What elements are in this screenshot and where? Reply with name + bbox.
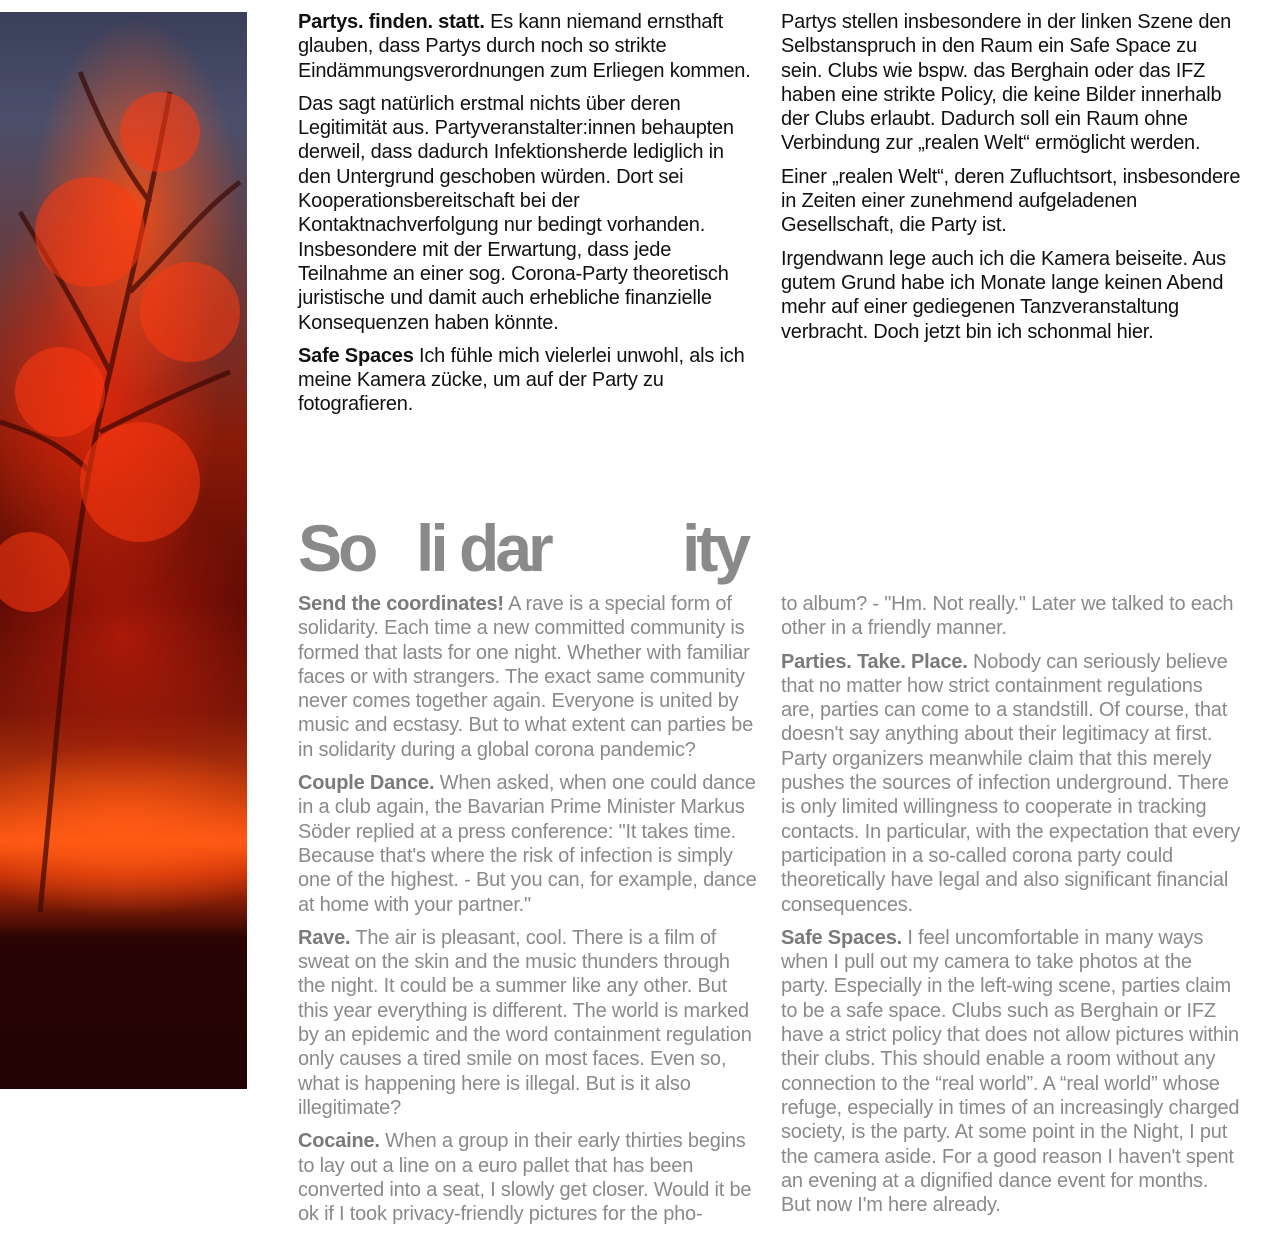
- paragraph-text: When a group in their early thirties begins to lay out a line on a euro pallet that has been converted into a seat, I slowly get closer. Would it be ok if I took privacy-friendly pictures for the pho-: [298, 1130, 752, 1226]
- paragraph-text: to album? - "Hm. Not really." Later we talked to each other in a friendly manner.: [781, 593, 1234, 640]
- red-tree-photo: [0, 12, 247, 1089]
- paragraph-text: The air is pleasant, cool. There is a film of sweat on the skin and the music thunders through the night. It could be a summer like any other. But this year everything is different. The world is marked by an epidemic and the word containment regulation only causes a tired smile on most faces. Even so, what is happening here is illegal. But is it also illegitimate?: [298, 926, 752, 1119]
- paragraph-lead: Parties. Take. Place.: [781, 650, 968, 673]
- paragraph-text: When asked, when one could dance in a club again, the Bavarian Prime Minister Markus Söder replied at a press conference: "It takes time. Because that's where the risk of infection is simply one of the highest. - But you can, for example, dance at home with your partner.": [298, 772, 757, 916]
- paragraph-lead: Cocaine.: [298, 1130, 380, 1153]
- paragraph-text: Nobody can seriously believe that no matter how strict containment regulations are, parties can come to a standstill. Of course, that doesn't say anything about their legitimacy at first. Party organizers meanwhile claim that this merely pushes the sources of infection underground. There is only limited willingness to cooperate in tracking contacts. In particular, with the expectation that every participation in a so-called corona party could theoretically have legal and also significant financial consequences.: [781, 650, 1241, 916]
- paragraph-text: Das sagt natürlich erstmal nichts über deren Legitimität aus. Partyveranstalter:innen behaupten derweil, dass dadurch Infektionsherde lediglich in den Untergrund geschoben würden. Dort sei Kooperationsbereitschaft bei der Kontaktnachverfolgung nur bedingt vorhanden. Insbesondere mit der Erwartung, dass jede Teilnahme an einer sog. Corona-Party theoretisch juristische und damit auch erhebliche finanzielle Konsequenzen haben könnte.: [298, 92, 734, 334]
- english-column-2: [781, 592, 1241, 1226]
- paragraph-lead: Partys. finden. statt.: [298, 11, 485, 33]
- tree-branches-icon: [0, 12, 247, 1089]
- paragraph-lead: Rave.: [298, 926, 351, 949]
- paragraph-lead: Couple Dance.: [298, 772, 435, 795]
- paragraph-text: I feel uncomfortable in many ways when I pull out my camera to take photos at the party. Especially in the left-wing scene, parties claim to be a safe space. Clubs such as Berghain or IFZ have a strict policy that does not allow pictures within their clubs. This should enable a room without any connection to the “real world”. A “real world” whose refuge, especially in times of an increasingly charged society, is the party. At some point in the Night, I put the camera aside. For a good reason I haven't spent an evening at a dignified dance event for months. But now I'm here already.: [781, 926, 1240, 1217]
- paragraph: [298, 344, 758, 417]
- title-part-2: li dar: [416, 511, 550, 585]
- paragraph-lead: Send the coordinates!: [298, 593, 504, 615]
- paragraph-lead: Safe Spaces.: [781, 926, 903, 949]
- paragraph: [781, 247, 1241, 344]
- paragraph-text: Ich fühle mich vielerlei unwohl, als ich meine Kamera zücke, um auf der Party zu fotografieren.: [298, 344, 745, 416]
- english-column-1: [298, 592, 758, 1235]
- paragraph: [781, 10, 1241, 156]
- paragraph: [298, 10, 758, 83]
- article-title: [298, 508, 758, 588]
- paragraph: [781, 926, 1241, 1218]
- paragraph: [298, 926, 758, 1120]
- paragraph-text: Es kann niemand ernsthaft glauben, dass Partys durch noch so strikte Eindämmungsverordnungen zum Erliegen kommen.: [298, 11, 751, 82]
- paragraph: [298, 92, 758, 335]
- paragraph-text: Partys stellen insbesondere in der linken Szene den Selbstanspruch in den Raum ein Safe Space zu sein. Clubs wie bspw. das Berghain oder das IFZ haben eine strikte Policy, die keine Bilder innerhalb der Clubs erlaubt. Dadurch soll ein Raum ohne Verbindung zur „realen Welt“ ermöglicht werden.: [781, 11, 1232, 155]
- paragraph-text: Einer „realen Welt“, deren Zufluchtsort, insbesondere in Zeiten einer zunehmend aufgeladenen Gesellschaft, die Party ist.: [781, 165, 1241, 237]
- paragraph: [298, 771, 758, 917]
- title-part-1: So: [298, 511, 375, 585]
- paragraph: [298, 1129, 758, 1226]
- paragraph-text: A rave is a special form of solidarity. Each time a new committed community is formed that lasts for one night. Whether with familiar faces or with strangers. The exact same community never comes together again. Everyone is united by music and ecstasy. But to what extent can parties be in solidarity during a global corona pandemic?: [298, 593, 754, 761]
- german-column-2: [781, 10, 1241, 353]
- paragraph-text: Irgendwann lege auch ich die Kamera beiseite. Aus gutem Grund habe ich Monate lange keinen Abend mehr auf einer gediegenen Tanzveranstaltung verbracht. Doch jetzt bin ich schonmal hier.: [781, 247, 1226, 343]
- paragraph: [298, 592, 758, 762]
- paragraph: [781, 650, 1241, 917]
- paragraph: [781, 592, 1241, 641]
- paragraph: [781, 165, 1241, 238]
- title-part-3: ity: [682, 511, 748, 585]
- paragraph-lead: Safe Spaces: [298, 344, 414, 367]
- german-column-1: [298, 10, 758, 426]
